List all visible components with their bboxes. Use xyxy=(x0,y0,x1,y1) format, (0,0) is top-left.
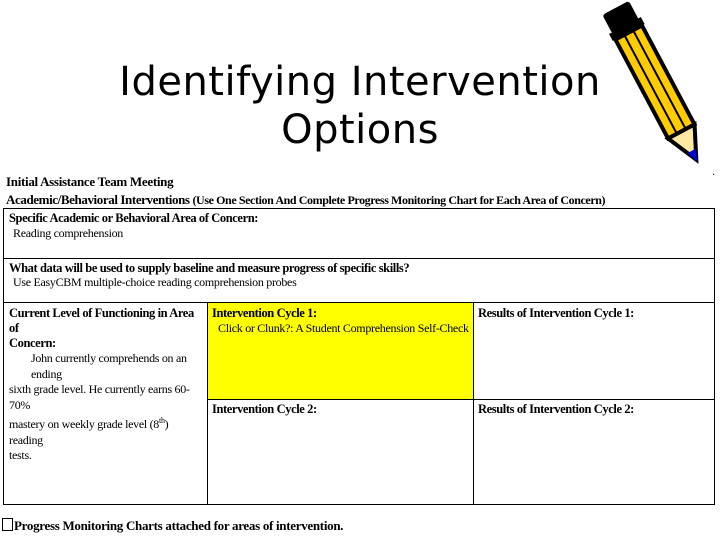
pencil-icon xyxy=(598,0,714,172)
form-header-subtitle-main: Academic/Behavioral Interventions xyxy=(6,192,190,207)
current-level-label-1: Current Level of Functioning in Area of xyxy=(9,306,194,335)
intervention-form xyxy=(0,170,720,540)
cycle2-label: Intervention Cycle 2: xyxy=(212,402,317,416)
current-level-text-1: John currently comprehends on an ending xyxy=(31,351,187,381)
current-level-text-2: sixth grade level. He currently earns 60-70% xyxy=(9,382,190,412)
area-of-concern-row xyxy=(4,209,714,259)
data-source-value: Use EasyCBM multiple-choice reading comprehension probes xyxy=(13,275,297,289)
results1-label: Results of Intervention Cycle 1: xyxy=(478,306,634,320)
slide-title-line-2: Options xyxy=(281,107,439,153)
current-level-text-4: tests. xyxy=(9,448,32,462)
results1-cell xyxy=(478,306,712,321)
edge-mark: · xyxy=(712,170,716,181)
current-level-text-3 xyxy=(9,413,204,448)
current-level-text-3b: ) reading xyxy=(9,417,169,447)
results2-cell xyxy=(478,402,712,417)
progress-monitoring-footer xyxy=(2,518,343,534)
current-level-cell xyxy=(9,306,204,464)
cycle2-cell xyxy=(212,402,470,417)
form-header-note: (Use One Section And Complete Progress Monitoring Chart for Each Area of Concern) xyxy=(192,193,606,207)
current-level-label-2: Concern: xyxy=(9,336,56,350)
slide-title-line-1: Identifying Intervention xyxy=(119,59,601,105)
current-level-sup: th xyxy=(159,416,165,425)
form-header-title: Initial Assistance Team Meeting xyxy=(6,174,174,189)
area-of-concern-label: Specific Academic or Behavioral Area of Concern: xyxy=(9,211,259,225)
area-of-concern-value: Reading comprehension xyxy=(13,226,124,240)
slide-title xyxy=(60,58,660,154)
cycle1-value: Click or Clunk?: A Student Comprehension Self-Check xyxy=(218,321,469,335)
form-header-subtitle xyxy=(6,192,605,208)
current-level-text-3a: mastery on weekly grade level (8 xyxy=(9,417,160,431)
data-source-row xyxy=(4,259,714,303)
data-source-label: What data will be used to supply baseline and measure progress of specific skills? xyxy=(9,261,410,275)
cycle1-cell xyxy=(212,306,470,337)
progress-monitoring-checkbox[interactable] xyxy=(2,518,13,531)
intervention-table xyxy=(3,208,715,505)
cycle1-label: Intervention Cycle 1: xyxy=(212,306,317,320)
results2-label: Results of Intervention Cycle 2: xyxy=(478,402,634,416)
progress-monitoring-footer-text: Progress Monitoring Charts attached for areas of intervention. xyxy=(14,518,344,533)
